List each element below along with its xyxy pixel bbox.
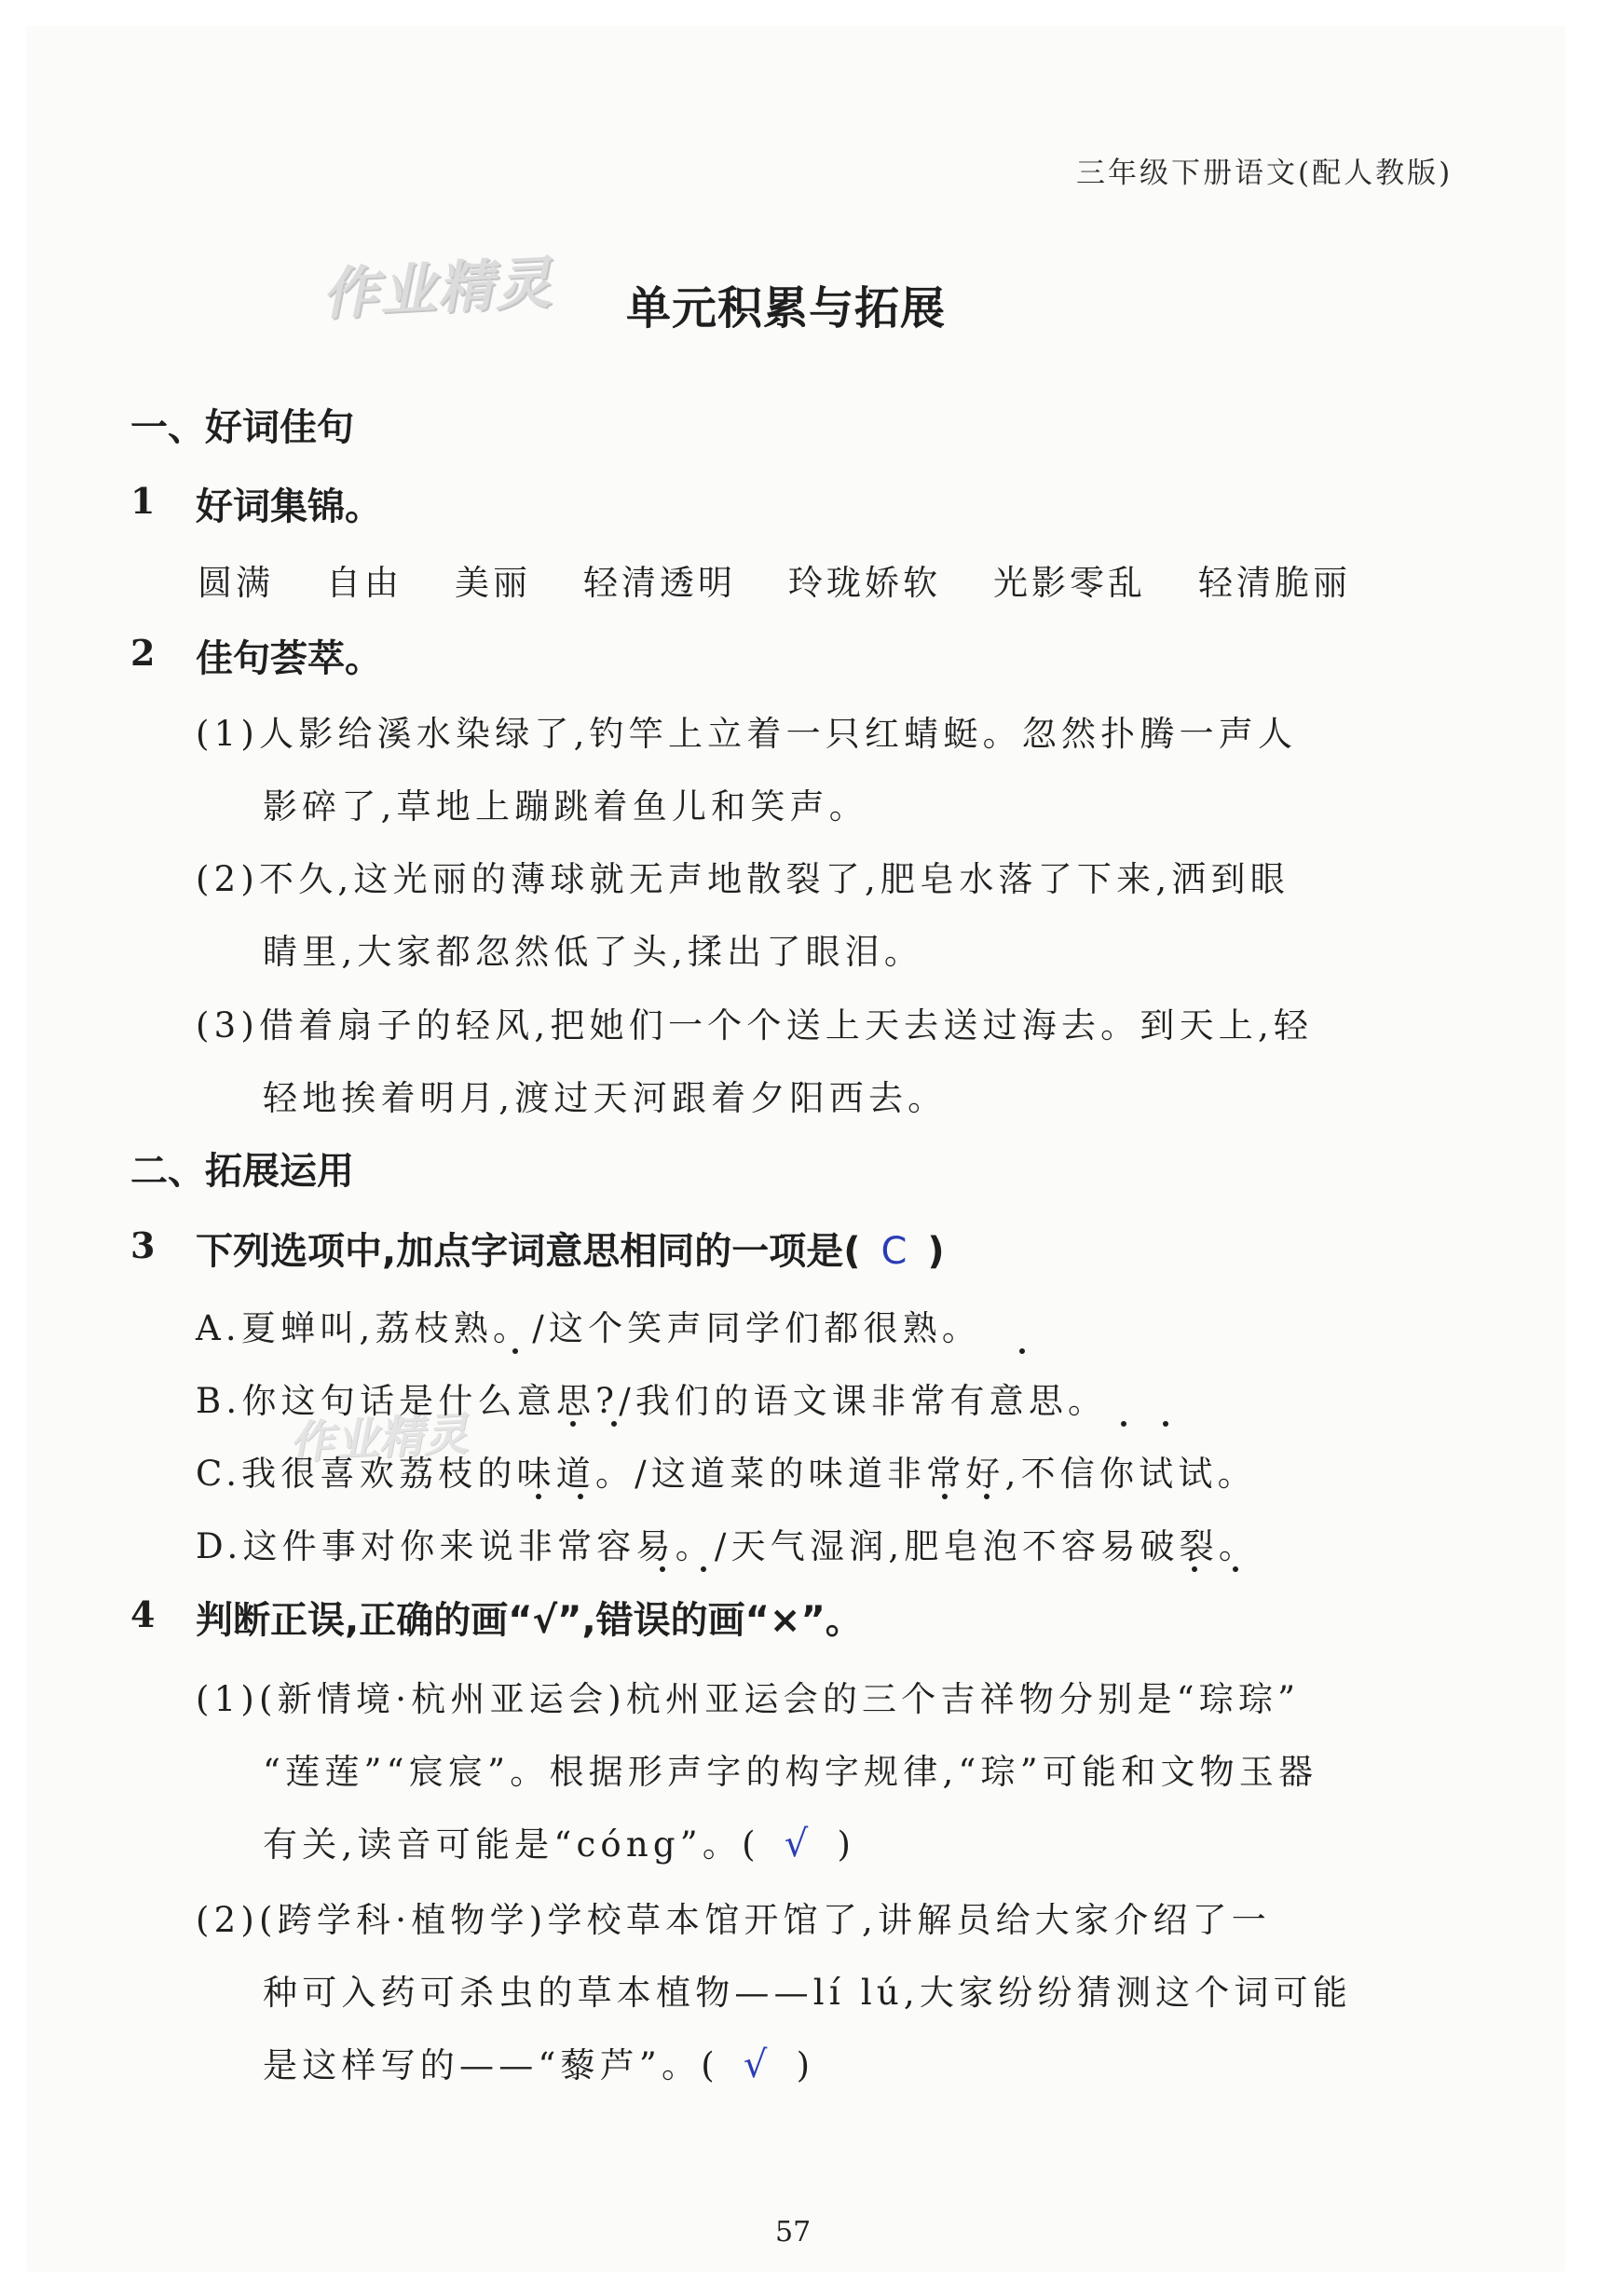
- answer-mark: √: [784, 1823, 813, 1866]
- option-b: B.你这句话是什么意思?/我们的语文课非常有意思。: [196, 1381, 1108, 1421]
- word-item: 轻清脆丽: [1198, 563, 1351, 603]
- word-list: [198, 554, 1351, 605]
- emphasis-dot: [701, 1566, 706, 1572]
- emphasis-dot: [1192, 1566, 1197, 1572]
- item-2-close: ): [796, 2045, 815, 2085]
- emphasis-dot: [1121, 1421, 1126, 1427]
- option-c: C.我很喜欢荔枝的味道。/这道菜的味道非常好,不信你试试。: [196, 1454, 1257, 1494]
- answer-choice: C: [880, 1230, 908, 1273]
- emphasis-dot: [512, 1348, 518, 1354]
- emphasis-dot: [984, 1494, 990, 1499]
- sentence-2-line-1: (2)不久,这光丽的薄球就无声地散裂了,肥皂水落了下来,洒到眼: [196, 859, 1290, 899]
- question-3-close: ): [927, 1230, 945, 1273]
- question-text-4: 判断正误,正确的画“√”,错误的画“×”。: [196, 1599, 863, 1642]
- emphasis-dot: [536, 1494, 541, 1499]
- watermark-secondary: 作业精灵: [287, 1408, 470, 1469]
- question-number-4: 4: [130, 1593, 156, 1635]
- item-2-line-1: (2)(跨学科·植物学)学校草本馆开馆了,讲解员给大家介绍了一: [196, 1900, 1272, 1940]
- emphasis-dot: [611, 1421, 617, 1427]
- item-2-line-2: 种可入药可杀虫的草本植物——lí lú,大家纷纷猜测这个词可能: [263, 1973, 1353, 2013]
- word-item: 轻清透明: [583, 563, 736, 603]
- section-heading-2: 二、拓展运用: [130, 1150, 354, 1193]
- item-2-line-3: [263, 2037, 814, 2087]
- page-number: 57: [775, 2216, 812, 2248]
- word-item: 圆满: [198, 563, 274, 603]
- emphasis-dot: [1233, 1566, 1238, 1572]
- emphasis-dot: [1019, 1348, 1025, 1354]
- emphasis-dot: [660, 1566, 665, 1572]
- question-text-2: 佳句荟萃。: [196, 637, 382, 680]
- word-item: 自由: [326, 563, 403, 603]
- emphasis-dot: [1163, 1421, 1168, 1427]
- watermark: 作业精灵: [320, 250, 554, 328]
- question-number-1: 1: [130, 480, 156, 522]
- item-1-line-2: “莲莲”“宸宸”。根据形声字的构字规律,“琮”可能和文物玉器: [263, 1752, 1318, 1792]
- question-text-3: [196, 1222, 945, 1275]
- word-item: 玲珑娇软: [788, 563, 941, 603]
- question-text-1: 好词集锦。: [196, 485, 382, 528]
- question-number-3: 3: [130, 1224, 156, 1266]
- page-title: 单元积累与拓展: [626, 282, 947, 335]
- page-header: 三年级下册语文(配人教版): [1076, 157, 1454, 190]
- answer-mark: √: [743, 2043, 772, 2086]
- word-item: 光影零乱: [993, 563, 1146, 603]
- option-a: A.夏蝉叫,荔枝熟。/这个笑声同学们都很熟。: [196, 1308, 982, 1348]
- item-2-text: 是这样写的——“藜芦”。(: [263, 2045, 719, 2085]
- emphasis-dot: [578, 1494, 583, 1499]
- question-number-2: 2: [130, 632, 156, 674]
- question-3-prompt: 下列选项中,加点字词意思相同的一项是(: [196, 1230, 861, 1273]
- section-heading-1: 一、好词佳句: [130, 406, 354, 449]
- sentence-3-line-2: 轻地挨着明月,渡过天河跟着夕阳西去。: [263, 1078, 948, 1118]
- item-1-line-3: [263, 1816, 855, 1866]
- emphasis-dot: [942, 1494, 948, 1499]
- item-1-text: 有关,读音可能是“cóng”。(: [263, 1824, 760, 1865]
- sentence-1-line-2: 影碎了,草地上蹦跳着鱼儿和笑声。: [263, 786, 868, 827]
- sentence-3-line-1: (3)借着扇子的轻风,把她们一个个送上天去送过海去。到天上,轻: [196, 1005, 1314, 1046]
- emphasis-dot: [570, 1421, 576, 1427]
- item-1-line-1: (1)(新情境·杭州亚运会)杭州亚运会的三个吉祥物分别是“琮琮”: [196, 1679, 1301, 1719]
- word-item: 美丽: [455, 563, 531, 603]
- item-1-close: ): [837, 1824, 856, 1865]
- sentence-2-line-2: 睛里,大家都忽然低了头,揉出了眼泪。: [263, 932, 924, 972]
- sentence-1-line-1: (1)人影给溪水染绿了,钓竿上立着一只红蜻蜓。忽然扑腾一声人: [196, 714, 1298, 754]
- option-d: D.这件事对你来说非常容易。/天气湿润,肥皂泡不容易破裂。: [196, 1526, 1259, 1566]
